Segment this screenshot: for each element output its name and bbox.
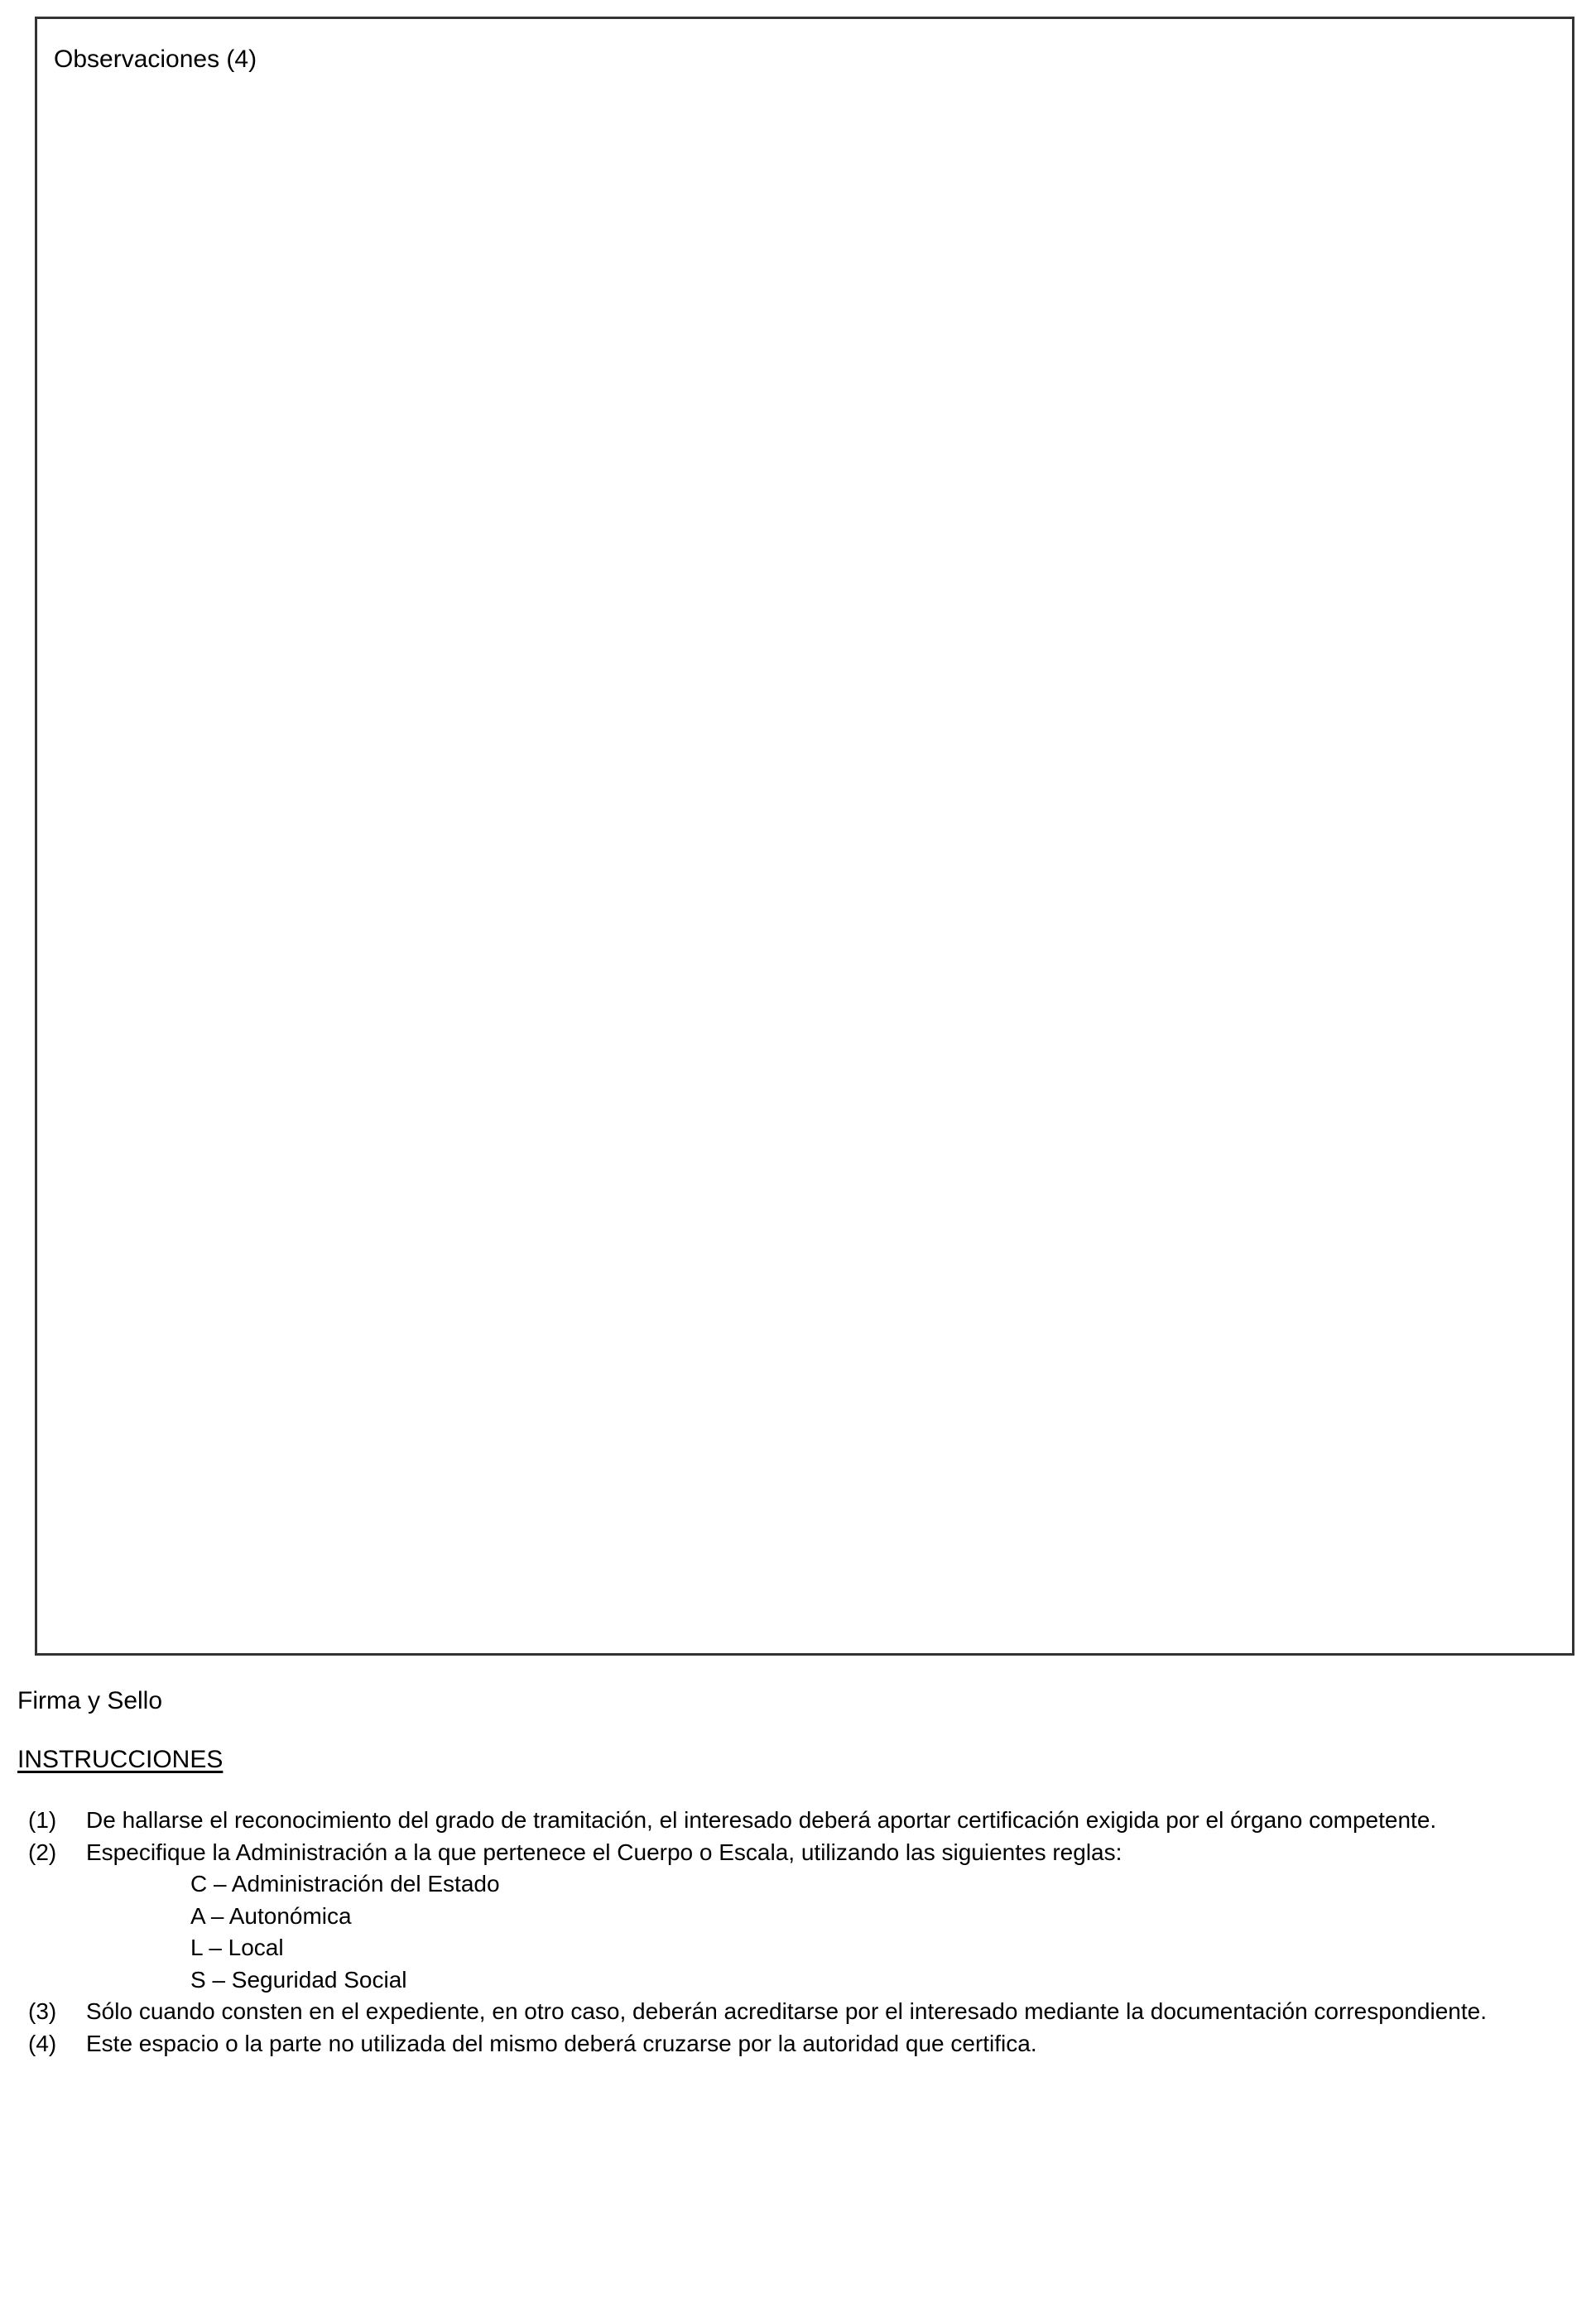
note-number: (2) xyxy=(28,1839,57,1865)
note-number: (1) xyxy=(28,1807,57,1833)
observations-label: Observaciones (4) xyxy=(54,46,257,73)
instruction-note-1 xyxy=(0,1805,1596,1837)
instruction-note-3 xyxy=(0,1996,1596,2028)
instruction-note-4 xyxy=(0,2028,1596,2060)
note-text: Especifique la Administración a la que pertenece el Cuerpo o Escala, utilizando las siguientes reglas: xyxy=(86,1839,1122,1865)
instructions-title: INSTRUCCIONES xyxy=(17,1746,224,1773)
administration-rule-c: C – Administración del Estado xyxy=(190,1871,500,1897)
note-number: (3) xyxy=(28,1998,57,2024)
administration-rule-a: A – Autonómica xyxy=(190,1902,352,1929)
signature-label: Firma y Sello xyxy=(17,1687,163,1714)
instruction-note-2 xyxy=(0,1837,1596,1869)
instructions-list xyxy=(0,1805,1596,2060)
administration-rule-l: L – Local xyxy=(190,1935,284,1960)
observations-box[interactable] xyxy=(35,17,1574,1656)
note-text: Sólo cuando consten en el expediente, en otro caso, deberán acreditarse por el interesado mediante la documentación correspondiente. xyxy=(86,1998,1488,2024)
administration-rule-s: S – Seguridad Social xyxy=(190,1966,407,1993)
note-text: De hallarse el reconocimiento del grado de tramitación, el interesado deberá aportar certificación exigida por el órgano competente. xyxy=(86,1807,1437,1833)
note-text: Este espacio o la parte no utilizada del mismo deberá cruzarse por la autoridad que certifica. xyxy=(86,2030,1037,2056)
note-number: (4) xyxy=(28,2030,57,2056)
